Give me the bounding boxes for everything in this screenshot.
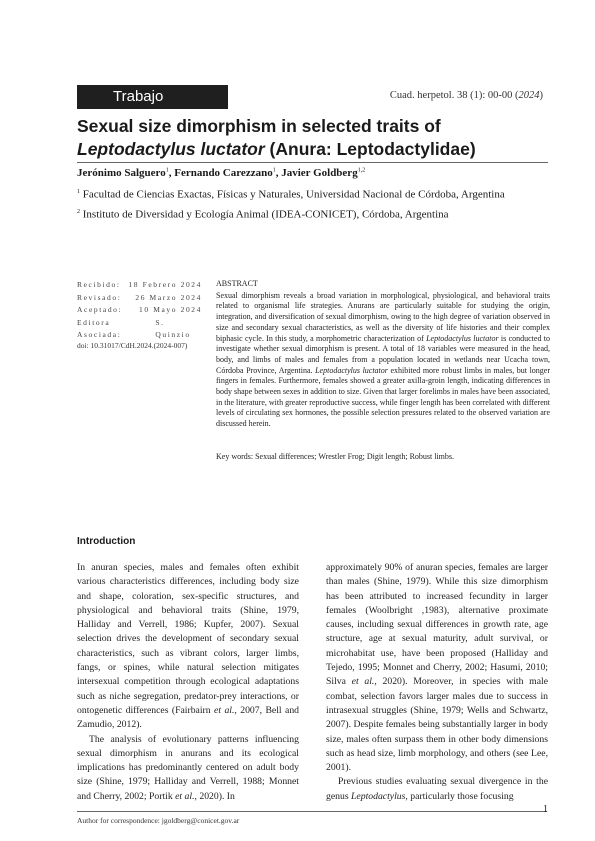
body-column-left	[77, 561, 299, 804]
page-number: 1	[543, 804, 548, 815]
paragraph: In anuran species, males and females often exhibit various characteristics differences, including body size and shape, coloration, sex-specific structures, and physiological and behavioral traits (Shine, 1979, Halliday and Verrell, 1986; Kupfer, 2007). Sexual selection drives the development of secondary sexual characteristics, such as vibrant colors, larger limbs, fangs, or spines, while natural selection mitigates intersexual competition through ecological adaptations such as niche segregation, predator-prey interactions, or ontogenetic differences (Fairbairn et al., 2007, Bell and Zamudio, 2012).	[77, 562, 300, 731]
abstract-text: Sexual dimorphism reveals a broad variation in morphological, physiological, and behavioral traits related to organismal life strategies. Anurans are particularly suitable for studying the origin, integration, and diversification of sexual dimorphism, owing to the high degree of variation observed in size and secondary sexual characteristics, as well as the diversity of life histories and their complex biphasic cycle. In this study, a morphometric characterization of Leptodactylus luctator is conducted to investigate whether sexual dimorphism is present. A total of 18 variables were measured in the head, body, and limbs of males and females from a population located in wetlands near Ucacha town, Córdoba Province, Argentina. Leptodactylus luctator exhibited more robust limbs in males, but longer fingers in females. Furthermore, females showed a greater axilla-groin length, indicating differences in body shape between sexes in addition to size. Given that larger forelimbs in males have been associated, in the literature, with greater reproductive success, while finger length has been correlated with different levels of circulating sex hormones, the possible selection pressures related to the observed variation are discussed herein.	[216, 290, 551, 429]
correspondence-footnote: Author for correspondence: jgoldberg@conicet.gov.ar	[77, 816, 240, 825]
title-divider	[77, 162, 548, 163]
doi-link[interactable]: doi: 10.31017/CdH.2024.(2024-007)	[77, 341, 188, 350]
date-row: Editora Asociada: S. Quinzio	[77, 317, 191, 340]
journal-reference: Cuad. herpetol. 38 (1): 00-00 (2024)	[389, 90, 543, 101]
article-title: Sexual size dimorphism in selected traits of Leptodactylus luctator (Anura: Leptodactylidae)	[77, 116, 476, 159]
abstract	[216, 279, 550, 430]
affiliations	[77, 184, 505, 223]
paragraph: The analysis of evolutionary patterns influencing sexual dimorphism in anurans and its ecological implications has predominantly centered on adult body size (Shine, 1979; Halliday and Verrell, 1988; Monnet and Cherry, 2002; Portik et al., 2020). In	[77, 733, 299, 802]
paragraph: approximately 90% of anuran species, females are larger than males (Shine, 1979). While this size dimorphism has been attributed to increased fecundity in larger females (Woolbright ,1983), alternative proximate causes, including sexual differences in growth rate, age structure, age at sexual maturity, adult survival, or microhabitat use, have been proposed (Halliday and Tejedo, 1995; Monnet and Cherry, 2002; Hasumi, 2010; Silva et al., 2020). Moreover, in species with male combat, selection favors larger males due to success in intrasexual struggles (Shine, 1979; Wells and Schwartz, 2007). Despite females being substantially larger in body size, males often surpass them in other body dimensions such as head size, limb morphology, and others (see Lee, 2001).	[326, 562, 548, 774]
author-list: Jerónimo Salguero$^1$, Fernando Carezzano$^1$, Javier Goldberg$^{1,2}$	[77, 167, 366, 179]
date-row: Revisado: 26 Marzo 2024	[77, 292, 202, 302]
author-name: Fernando Carezzano	[174, 167, 273, 179]
author-name: Jerónimo Salguero	[77, 167, 166, 179]
affiliation-item: $^2$ Instituto de Diversidad y Ecología Animal (IDEA-CONICET), Córdoba, Argentina	[77, 208, 449, 221]
affiliation-item: $^1$ Facultad de Ciencias Exactas, Físicas y Naturales, Universidad Nacional de Córdoba, Argentina	[77, 188, 505, 201]
keywords: Key words: Sexual differences; Wrestler Frog; Digit length; Robust limbs.	[216, 452, 455, 461]
section-tag: Trabajo	[77, 85, 228, 109]
author-name: Javier Goldberg	[281, 167, 358, 179]
footnote-divider	[77, 811, 547, 812]
introduction-heading: Introduction	[77, 536, 136, 547]
date-row: Aceptado: 10 Mayo 2024	[77, 305, 202, 315]
article-dates	[77, 279, 202, 342]
date-row: Recibido: 18 Febrero 2024	[77, 280, 202, 289]
body-column-right	[326, 561, 548, 804]
abstract-heading: ABSTRACT	[216, 279, 258, 288]
paragraph: Previous studies evaluating sexual divergence in the genus Leptodactylus, particularly those focusing	[326, 776, 548, 802]
